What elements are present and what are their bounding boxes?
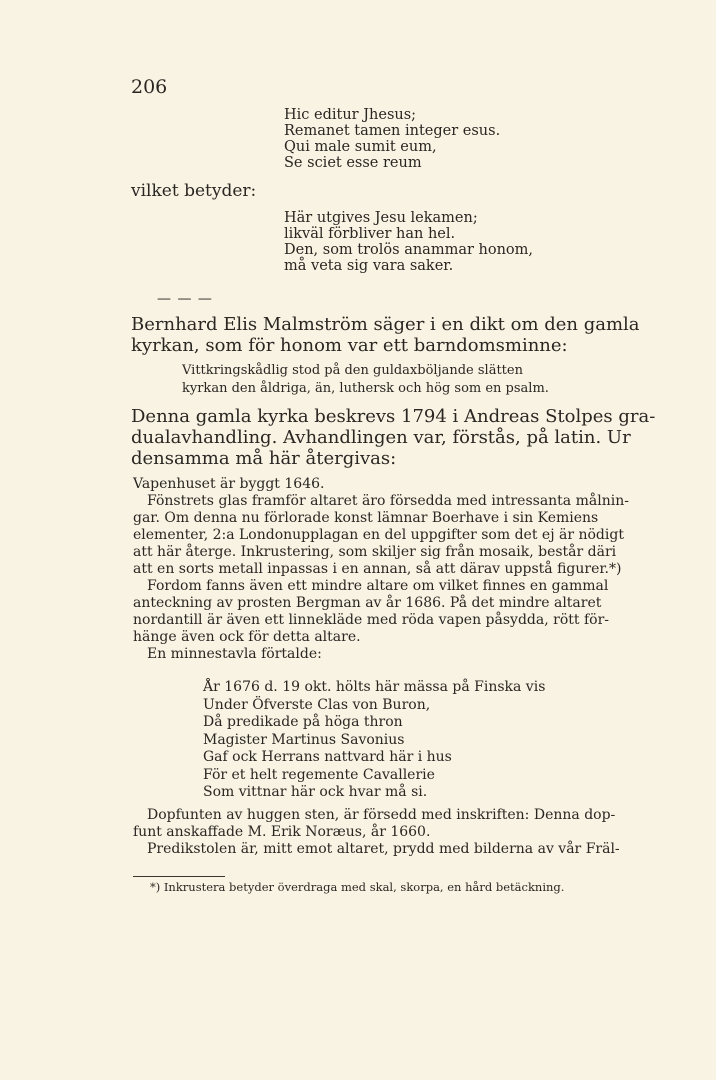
text-line: dualavhandling. Avhandlingen var, förstås, på latin. Ur — [131, 427, 631, 448]
quote-line: kyrkan den åldriga, än, luthersk och hög som en psalm. — [182, 381, 549, 396]
text-line: Fordom fanns även ett mindre altare om vilket finnes en gammal — [147, 578, 609, 594]
text-line: Vapenhuset är byggt 1646. — [133, 476, 325, 492]
text-line: Fönstrets glas framför altaret äro försedda med intressanta målnin- — [147, 493, 629, 509]
page-number: 206 — [131, 76, 168, 98]
text-line: Denna gamla kyrka beskrevs 1794 i Andreas Stolpes gra- — [131, 406, 656, 427]
section-separator: — — — — [157, 291, 213, 307]
text-line: hänge även ock för detta altare. — [133, 629, 361, 645]
footnote-rule — [133, 876, 225, 877]
malmstrom-quote — [182, 362, 549, 398]
verse-line: Gaf ock Herrans nattvard här i hus — [203, 749, 452, 765]
memorial-tablet-verse — [203, 679, 545, 802]
text-line: gar. Om denna nu förlorade konst lämnar Boerhave i sin Kemiens — [133, 510, 599, 526]
verse-line: För et helt regemente Cavallerie — [203, 766, 435, 783]
paragraph-stolpe — [131, 406, 656, 469]
poem-line: Remanet tamen integer esus. — [284, 123, 501, 139]
poem-line: Hic editur Jhesus; — [284, 107, 417, 123]
swedish-poem — [284, 210, 533, 274]
text-line: Dopfunten av huggen sten, är försedd med inskriften: Denna dop- — [147, 807, 616, 823]
translation-intro: vilket betyder: — [131, 181, 257, 201]
text-line: kyrkan, som för honom var ett barndomsminne: — [131, 335, 568, 356]
poem-line: Se sciet esse reum — [284, 155, 422, 171]
verse-line: År 1676 d. 19 okt. hölts här mässa på Finska vis — [203, 679, 546, 695]
poem-line: må veta sig vara saker. — [284, 258, 454, 274]
verse-line: Magister Martinus Savonius — [203, 731, 405, 748]
poem-line: likväl förbliver han hel. — [284, 226, 456, 242]
text-line: funt anskaffade M. Erik Noræus, år 1660. — [133, 824, 431, 840]
quote-line: Vittkringskådlig stod på den guldaxböljande slätten — [182, 363, 523, 378]
text-line: att en sorts metall inpassas i en annan, så att därav uppstå figurer.*) — [133, 561, 622, 577]
poem-line: Qui male sumit eum, — [284, 139, 437, 155]
text-line: En minnestavla förtalde: — [147, 646, 322, 662]
poem-line: Här utgives Jesu lekamen; — [284, 210, 478, 226]
verse-line: Då predikade på höga thron — [203, 714, 403, 730]
verse-line: Som vittnar här ock hvar må si. — [203, 784, 428, 800]
poem-line: Den, som trolös anammar honom, — [284, 242, 534, 258]
verse-line: Under Öfverste Clas von Buron, — [203, 696, 431, 713]
paragraph-malmstrom — [131, 314, 646, 356]
font-and-pulpit-text — [133, 807, 648, 858]
text-line: Predikstolen är, mitt emot altaret, prydd med bilderna av vår Fräl- — [147, 841, 620, 857]
footnote: *) Inkrustera betyder överdraga med skal, skorpa, en hård betäckning. — [150, 880, 565, 894]
text-line: anteckning av prosten Bergman av år 1686. På det mindre altaret — [133, 595, 602, 611]
text-line: nordantill är även ett linnekläde med röda vapen påsydda, rött för- — [133, 612, 609, 628]
text-line: elementer, 2:a Londonupplagan en del uppgifter som det ej är nödigt — [133, 527, 624, 543]
dissertation-excerpt — [133, 476, 648, 663]
latin-poem — [284, 107, 500, 171]
text-line: densamma må här återgivas: — [131, 448, 397, 469]
text-line: att här återge. Inkrustering, som skiljer sig från mosaik, består däri — [133, 544, 617, 560]
text-line: Bernhard Elis Malmström säger i en dikt om den gamla — [131, 314, 640, 335]
